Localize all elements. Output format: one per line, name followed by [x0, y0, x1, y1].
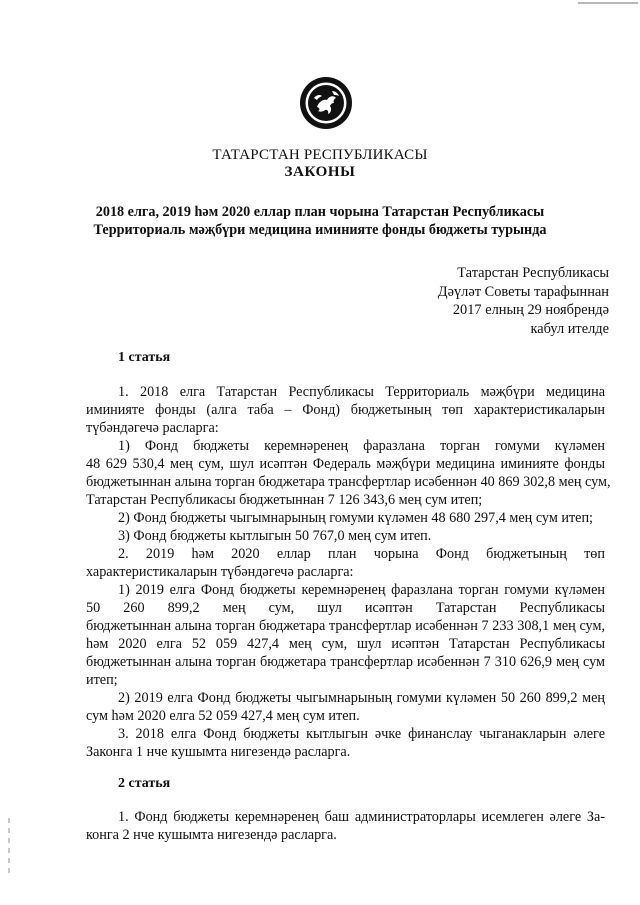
scan-margin-marks [8, 818, 11, 880]
article-1-line: иминияте фонды (алга таба – Фонд) бюджетының төп характеристикаларын [86, 402, 605, 418]
article-2-line: конга 2 нче кушымта нигезендә расларга. [86, 827, 337, 843]
law-heading: ЗАКОНЫ [284, 164, 356, 180]
article-2-line: 1. Фонд бюджеты керемнәренең баш администраторлары исемлеген әлеге За- [118, 809, 605, 825]
article-1-line: һәм 2020 елга 52 059 427,4 мең сум, шул исәптән Татарстан Республикасы [86, 636, 605, 652]
adoption-line: Татарстан Республикасы [457, 265, 609, 281]
article-1-line: 50 260 899,2 мең сум, шул исәптән Татарстан Республикасы [86, 600, 605, 616]
republic-heading: ТАТАРСТАН РЕСПУБЛИКАСЫ [212, 147, 428, 163]
article-1-line: бюджетыннан алына торган бюджетара трансфертлар исәбеннән 40 869 302,8 мең сум, [86, 474, 611, 490]
coat-of-arms-emblem-icon [299, 76, 353, 130]
adoption-line: кабул ителде [530, 320, 609, 337]
scan-edge-line [578, 2, 638, 4]
article-1-line: 48 629 530,4 мең сум, шул исәптән Федераль мәҗбүри медицина иминияте фонды [86, 456, 605, 472]
article-1-line: итеп; [86, 672, 118, 688]
adoption-line: 2017 елның 29 ноябрендә [452, 302, 609, 318]
article-1-heading: 1 статья [118, 350, 171, 365]
article-1-line: Законга 1 нче кушымта нигезендә расларга. [86, 744, 351, 760]
adoption-block [438, 264, 609, 338]
article-1-line: түбәндәгечә расларга: [86, 420, 219, 436]
article-1-line: сум һәм 2020 елга 52 059 427,4 мең сум итеп. [86, 708, 360, 724]
article-1-line: 1) 2019 елга Фонд бюджеты керемнәренең фаразлана торган гомуми күләмен [118, 582, 605, 598]
article-1-line: бюджетыннан алына торган бюджетара трансфертлар исәбеннән 7 310 626,9 мең сум [86, 654, 605, 670]
law-title-line: Территориаль мәҗбүри медицина иминияте фонды бюджеты турында [93, 222, 547, 238]
article-1-line: 2) 2019 елга Фонд бюджеты чыгымнарының гомуми күләмен 50 260 899,2 мең [118, 690, 605, 706]
article-2-heading: 2 статья [118, 776, 171, 791]
adoption-line: Дәүләт Советы тарафыннан [437, 283, 609, 300]
article-1-line: характеристикаларын түбәндәгечә расларга: [86, 564, 354, 580]
article-1-line: 1) Фонд бюджеты керемнәренең фаразлана торган гомуми күләмен [118, 438, 605, 454]
article-1-line: 3) Фонд бюджеты кытлыгын 50 767,0 мең сум итеп. [118, 528, 432, 544]
article-1-line: 2) Фонд бюджеты чыгымнарының гомуми күләмен 48 680 297,4 мең сум итеп; [118, 510, 593, 526]
article-1-line: бюджетыннан алына торган бюджетара трансфертлар исәбеннән 7 233 308,1 мең сум, [86, 618, 605, 634]
article-1-line: 2. 2019 һәм 2020 еллар план чорына Фонд бюджетының төп [118, 546, 605, 562]
law-title [0, 203, 640, 239]
article-1-line: 3. 2018 елга Фонд бюджеты кытлыгын әчке финанслау чыганакларын әлеге [118, 726, 605, 742]
article-1-line: Татарстан Республикасы бюджетыннан 7 126 343,6 мең сум итеп; [86, 492, 483, 508]
article-1-line: 1. 2018 елга Татарстан Республикасы Территориаль мәҗбүри медицина [118, 384, 605, 400]
law-title-line: 2018 елга, 2019 һәм 2020 еллар план чорына Татарстан Республикасы [95, 204, 545, 220]
